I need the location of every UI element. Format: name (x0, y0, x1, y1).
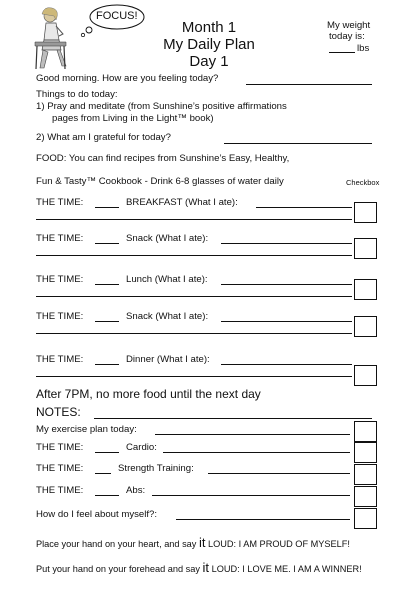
cardio-input-line[interactable] (163, 452, 350, 453)
cardio-checkbox[interactable] (354, 442, 377, 463)
meal-checkbox[interactable] (354, 238, 377, 259)
meal-time-label: THE TIME: (36, 197, 84, 208)
meal-input-line-2[interactable] (36, 219, 352, 220)
exercise-plan-checkbox[interactable] (354, 421, 377, 442)
meal-label: Lunch (What I ate): (126, 274, 208, 285)
weight-unit: lbs (357, 43, 370, 54)
todo-item-1: 1) Pray and meditate (from Sunshine’s positive affirmations (36, 101, 287, 112)
weight-label-2: today is: (329, 31, 365, 42)
exercise-plan-label: My exercise plan today: (36, 424, 137, 435)
meal-label: Snack (What I ate): (126, 233, 209, 244)
meal-input-line[interactable] (221, 243, 352, 244)
todo-heading: Things to do today: (36, 89, 118, 100)
affirmation-1-end: LOUD: I AM PROUD OF MYSELF! (208, 539, 350, 549)
no-food-notice: After 7PM, no more food until the next day (36, 387, 261, 401)
meal-checkbox[interactable] (354, 279, 377, 300)
meal-input-line-2[interactable] (36, 333, 352, 334)
cardio-label: Cardio: (126, 442, 157, 453)
feel-input-line[interactable] (176, 519, 350, 520)
meal-time-label: THE TIME: (36, 311, 84, 322)
strength-time-label: THE TIME: (36, 463, 84, 474)
affirmation-1-start: Place your hand on your heart, and say (36, 539, 197, 549)
cardio-time-input[interactable] (95, 452, 119, 453)
strength-label: Strength Training: (118, 463, 194, 474)
bubble-text: FOCUS! (96, 10, 138, 22)
exercise-plan-input[interactable] (155, 434, 350, 435)
grateful-input-line[interactable] (224, 143, 372, 144)
feeling-input-line[interactable] (246, 84, 372, 85)
meal-checkbox[interactable] (354, 316, 377, 337)
meal-input-line-2[interactable] (36, 296, 352, 297)
meal-time-input[interactable] (95, 243, 119, 244)
abs-time-label: THE TIME: (36, 485, 84, 496)
cookbook-text: Fun & Tasty™ Cookbook - Drink 6-8 glasses of water daily (36, 176, 284, 187)
meal-time-label: THE TIME: (36, 233, 84, 244)
notes-label: NOTES: (36, 405, 81, 419)
meal-input-line[interactable] (221, 321, 352, 322)
meal-time-label: THE TIME: (36, 354, 84, 365)
strength-time-input[interactable] (95, 473, 111, 474)
affirmation-2 (36, 560, 362, 575)
notes-input-line[interactable] (94, 418, 372, 419)
meal-label: Snack (What I ate): (126, 311, 209, 322)
abs-checkbox[interactable] (354, 486, 377, 507)
weight-label-1: My weight (327, 20, 371, 31)
meal-checkbox[interactable] (354, 365, 377, 386)
woman-illustration (26, 6, 82, 70)
feel-label: How do I feel about myself?: (36, 509, 158, 520)
affirmation-2-end: LOUD: I LOVE ME. I AM A WINNER! (211, 564, 362, 574)
meal-input-line[interactable] (221, 364, 352, 365)
food-text: FOOD: You can find recipes from Sunshine’s Easy, Healthy, (36, 153, 290, 164)
meal-time-input[interactable] (95, 364, 119, 365)
abs-input-line[interactable] (152, 495, 350, 496)
meal-checkbox[interactable] (354, 202, 377, 223)
woman-sitting-icon (26, 6, 82, 70)
title-day: Day 1 (189, 53, 229, 70)
todo-item-1-cont: pages from Living in the Light™ book) (52, 113, 214, 124)
meal-input-line-2[interactable] (36, 255, 352, 256)
affirmation-1 (36, 535, 350, 550)
abs-time-input[interactable] (95, 495, 119, 496)
affirmation-1-it: it (198, 535, 206, 550)
strength-checkbox[interactable] (354, 464, 377, 485)
title-plan: My Daily Plan (163, 36, 255, 53)
meal-time-input[interactable] (95, 284, 119, 285)
todo-item-2: 2) What am I grateful for today? (36, 132, 171, 143)
feel-checkbox[interactable] (354, 508, 377, 529)
greeting-text: Good morning. How are you feeling today? (36, 73, 219, 84)
meal-input-line[interactable] (256, 207, 352, 208)
checkbox-label: Checkbox (346, 178, 380, 187)
meal-time-input[interactable] (95, 321, 119, 322)
meal-time-input[interactable] (95, 207, 119, 208)
meal-input-line-2[interactable] (36, 376, 352, 377)
affirmation-2-it: it (202, 560, 210, 575)
abs-label: Abs: (126, 485, 146, 496)
strength-input-line[interactable] (208, 473, 350, 474)
weight-input-line[interactable] (329, 52, 355, 53)
cardio-time-label: THE TIME: (36, 442, 84, 453)
meal-time-label: THE TIME: (36, 274, 84, 285)
meal-input-line[interactable] (221, 284, 352, 285)
meal-label: Dinner (What I ate): (126, 354, 210, 365)
affirmation-2-start: Put your hand on your forehead and say (36, 564, 200, 574)
meal-label: BREAKFAST (What I ate): (126, 197, 238, 208)
title-month: Month 1 (181, 19, 237, 36)
